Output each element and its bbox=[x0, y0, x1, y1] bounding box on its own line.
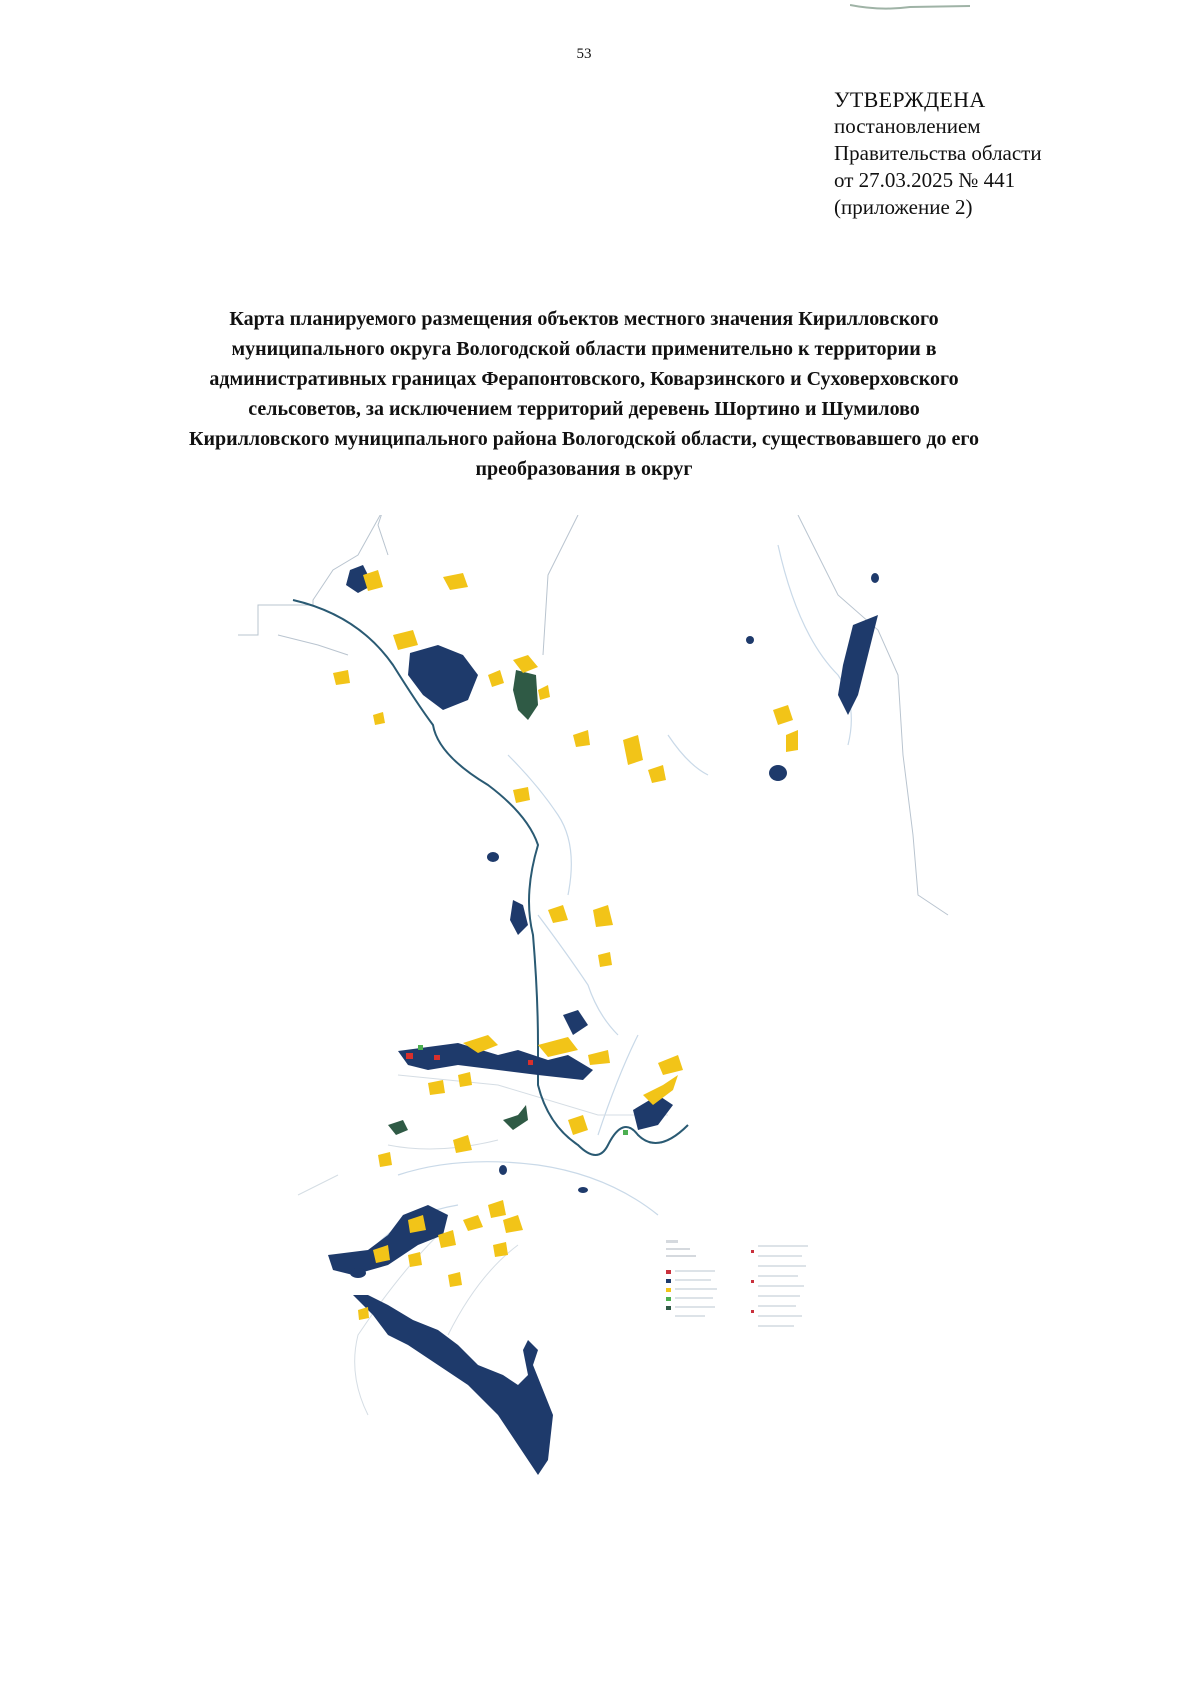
approval-line: постановлением bbox=[834, 114, 981, 138]
settlements bbox=[333, 570, 798, 1320]
water-bodies bbox=[328, 565, 879, 1475]
approval-line: от 27.03.2025 № 441 bbox=[834, 168, 1016, 192]
title-line: административных границах Ферапонтовского, Коварзинского и Суховерховского bbox=[209, 368, 959, 390]
page-number: 53 bbox=[576, 46, 592, 62]
approval-stamp bbox=[834, 86, 1154, 221]
title-line: преобразования в округ bbox=[475, 458, 693, 480]
minor-roads bbox=[298, 1075, 668, 1415]
title-line: Карта планируемого размещения объектов местного значения Кирилловского bbox=[229, 308, 939, 330]
title-line: Кирилловского муниципального района Вологодской области, существовавшего до его bbox=[189, 428, 979, 450]
approval-line: (приложение 2) bbox=[834, 195, 973, 219]
title-line: сельсоветов, за исключением территорий деревень Шортино и Шумилово bbox=[248, 398, 920, 420]
approval-heading: УТВЕРЖДЕНА bbox=[834, 87, 986, 112]
main-highway bbox=[293, 600, 688, 1155]
scan-corner-mark bbox=[850, 0, 970, 10]
admin-boundaries bbox=[238, 515, 948, 915]
planning-map bbox=[238, 515, 1028, 1590]
title-line: муниципального округа Вологодской области применительно к территории в bbox=[231, 338, 937, 360]
document-title bbox=[140, 304, 1028, 484]
map-legend bbox=[666, 1240, 808, 1327]
approval-line: Правительства области bbox=[834, 141, 1042, 165]
